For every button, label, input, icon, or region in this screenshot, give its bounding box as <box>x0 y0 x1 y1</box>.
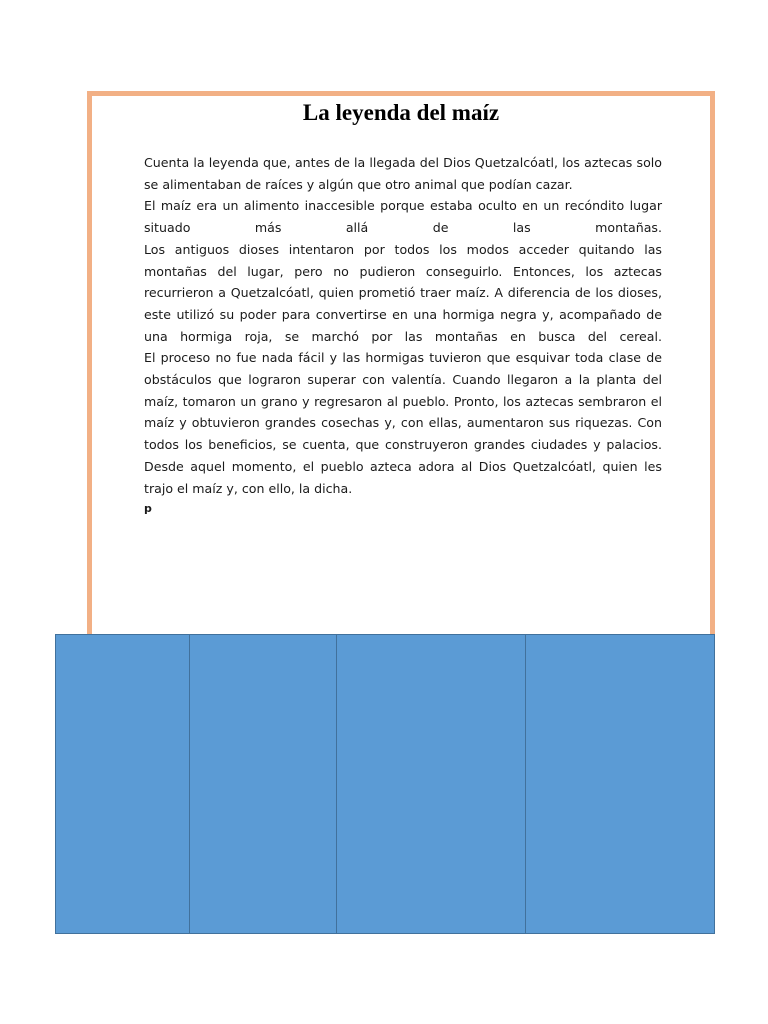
paragraph-journey: El proceso no fue nada fácil y las hormigas tuvieron que esquivar toda clase de obstáculos que lograron superar con valentía. Cuando llegaron a la planta del maíz, tomaron un grano y regresaron al pueblo. Pronto, los aztecas sembraron el maíz y obtuvieron grandes cosechas y, con ellas, aumentaron sus riquezas. Con todos los beneficios, se cuenta, que construyeron grandes ciudades y palacios. <box>144 350 662 453</box>
blue-panel-2 <box>189 634 337 934</box>
paragraph-intro: Cuenta la leyenda que, antes de la llegada del Dios Quetzalcóatl, los aztecas solo se alimentaban de raíces y algún que otro animal que podían cazar. <box>144 155 662 192</box>
blue-panel-4 <box>525 634 715 934</box>
story-body <box>144 152 662 518</box>
stray-letter: p <box>144 502 152 516</box>
paragraph-quetzalcoatl: Los antiguos dioses intentaron por todos los modos acceder quitando las montañas del lugar, pero no pudieron conseguirlo. Entonces, los aztecas recurrieron a Quetzalcóatl, quien prometió traer maíz. A diferencia de los dioses, este utilizó su poder para convertirse en una hormiga negra y, acompañado de una hormiga roja, se marchó por las montañas en busca del cereal. <box>144 241 662 344</box>
story-title: La leyenda del maíz <box>302 100 500 125</box>
paragraph-hidden-maize: El maíz era un alimento inaccesible porque estaba oculto en un recóndito lugar situado más allá de las montañas. <box>144 198 662 236</box>
story-frame <box>87 91 715 651</box>
paragraph-ending: Desde aquel momento, el pueblo azteca adora al Dios Quetzalcóatl, quien les trajo el maíz y, con ello, la dicha. <box>144 458 662 496</box>
blue-panel-3 <box>336 634 526 934</box>
blue-panel-1 <box>55 634 190 934</box>
